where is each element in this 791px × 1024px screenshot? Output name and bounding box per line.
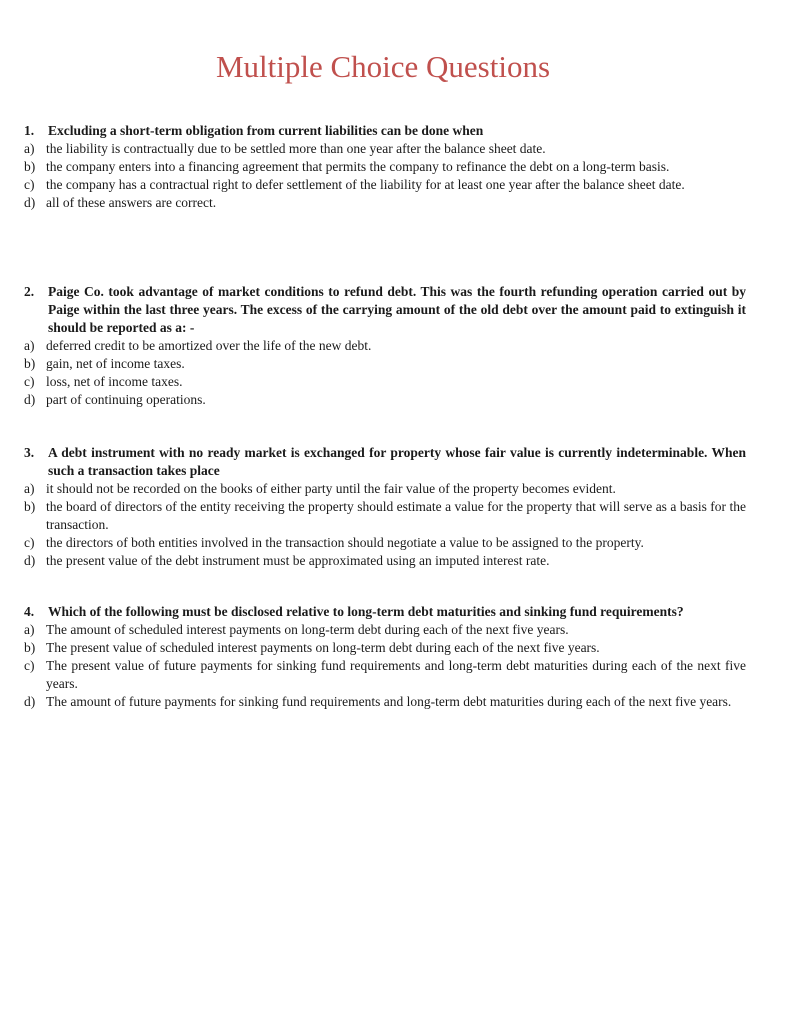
question-stem xyxy=(24,122,746,140)
option-letter: a) xyxy=(24,141,35,156)
option-c[interactable] xyxy=(24,534,746,552)
option-letter: d) xyxy=(24,694,36,709)
option-text: loss, net of income taxes. xyxy=(46,374,183,389)
question-stem xyxy=(24,444,746,480)
option-letter: a) xyxy=(24,622,35,637)
option-a[interactable] xyxy=(24,621,746,639)
option-b[interactable] xyxy=(24,639,746,657)
option-b[interactable] xyxy=(24,498,746,534)
question-text: A debt instrument with no ready market is exchanged for property whose fair value is currently indeterminable. When such a transaction takes place xyxy=(48,445,746,478)
option-text: The present value of scheduled interest payments on long-term debt during each of the next five years. xyxy=(46,640,600,655)
question-text: Which of the following must be disclosed relative to long-term debt maturities and sinking fund requirements? xyxy=(48,604,684,619)
option-text: all of these answers are correct. xyxy=(46,195,217,210)
option-c[interactable] xyxy=(24,176,746,194)
page-title: Multiple Choice Questions xyxy=(215,49,551,84)
option-letter: a) xyxy=(24,481,35,496)
option-a[interactable] xyxy=(24,480,746,498)
option-letter: d) xyxy=(24,392,36,407)
question-stem xyxy=(24,283,746,337)
option-letter: c) xyxy=(24,658,35,673)
option-text: the company enters into a financing agreement that permits the company to refinance the debt on a long-term basis. xyxy=(46,159,670,174)
option-text: part of continuing operations. xyxy=(46,392,206,407)
question-2 xyxy=(24,283,746,409)
question-stem xyxy=(24,603,746,621)
option-letter: c) xyxy=(24,177,35,192)
question-number: 2. xyxy=(24,284,35,299)
option-a[interactable] xyxy=(24,140,746,158)
question-4 xyxy=(24,603,746,711)
option-text: the directors of both entities involved in the transaction should negotiate a value to be assigned to the property. xyxy=(46,535,644,550)
option-letter: b) xyxy=(24,356,36,371)
option-letter: b) xyxy=(24,159,36,174)
option-letter: c) xyxy=(24,535,35,550)
option-text: the liability is contractually due to be settled more than one year after the balance sheet date. xyxy=(46,141,546,156)
question-number: 4. xyxy=(24,604,35,619)
option-a[interactable] xyxy=(24,337,746,355)
option-b[interactable] xyxy=(24,355,746,373)
option-c[interactable] xyxy=(24,657,746,693)
option-letter: c) xyxy=(24,374,35,389)
option-d[interactable] xyxy=(24,194,746,212)
question-text: Excluding a short-term obligation from current liabilities can be done when xyxy=(48,123,484,138)
option-text: The amount of scheduled interest payments on long-term debt during each of the next five years. xyxy=(46,622,569,637)
option-letter: b) xyxy=(24,499,36,514)
option-text: The amount of future payments for sinking fund requirements and long-term debt maturities during each of the next five years. xyxy=(46,694,732,709)
option-letter: a) xyxy=(24,338,35,353)
option-c[interactable] xyxy=(24,373,746,391)
option-text: the company has a contractual right to defer settlement of the liability for at least one year after the balance sheet date. xyxy=(46,177,685,192)
question-1 xyxy=(24,122,746,212)
option-b[interactable] xyxy=(24,158,746,176)
question-number: 3. xyxy=(24,445,35,460)
option-d[interactable] xyxy=(24,391,746,409)
option-letter: b) xyxy=(24,640,36,655)
option-d[interactable] xyxy=(24,693,746,711)
option-text: it should not be recorded on the books of either party until the fair value of the property becomes evident. xyxy=(46,481,616,496)
option-letter: d) xyxy=(24,553,36,568)
question-3 xyxy=(24,444,746,570)
option-text: deferred credit to be amortized over the life of the new debt. xyxy=(46,338,372,353)
option-text: gain, net of income taxes. xyxy=(46,356,185,371)
option-text: The present value of future payments for sinking fund requirements and long-term debt maturities during each of the next five years. xyxy=(46,658,746,691)
option-text: the board of directors of the entity receiving the property should estimate a value for the property that will serve as a basis for the transaction. xyxy=(46,499,746,532)
option-d[interactable] xyxy=(24,552,746,570)
option-text: the present value of the debt instrument must be approximated using an imputed interest rate. xyxy=(46,553,550,568)
question-text: Paige Co. took advantage of market conditions to refund debt. This was the fourth refunding operation carried out by Paige within the last three years. The excess of the carrying amount of the old debt over the amount paid to extinguish it should be reported as a: - xyxy=(48,284,746,335)
option-letter: d) xyxy=(24,195,36,210)
question-number: 1. xyxy=(24,123,35,138)
